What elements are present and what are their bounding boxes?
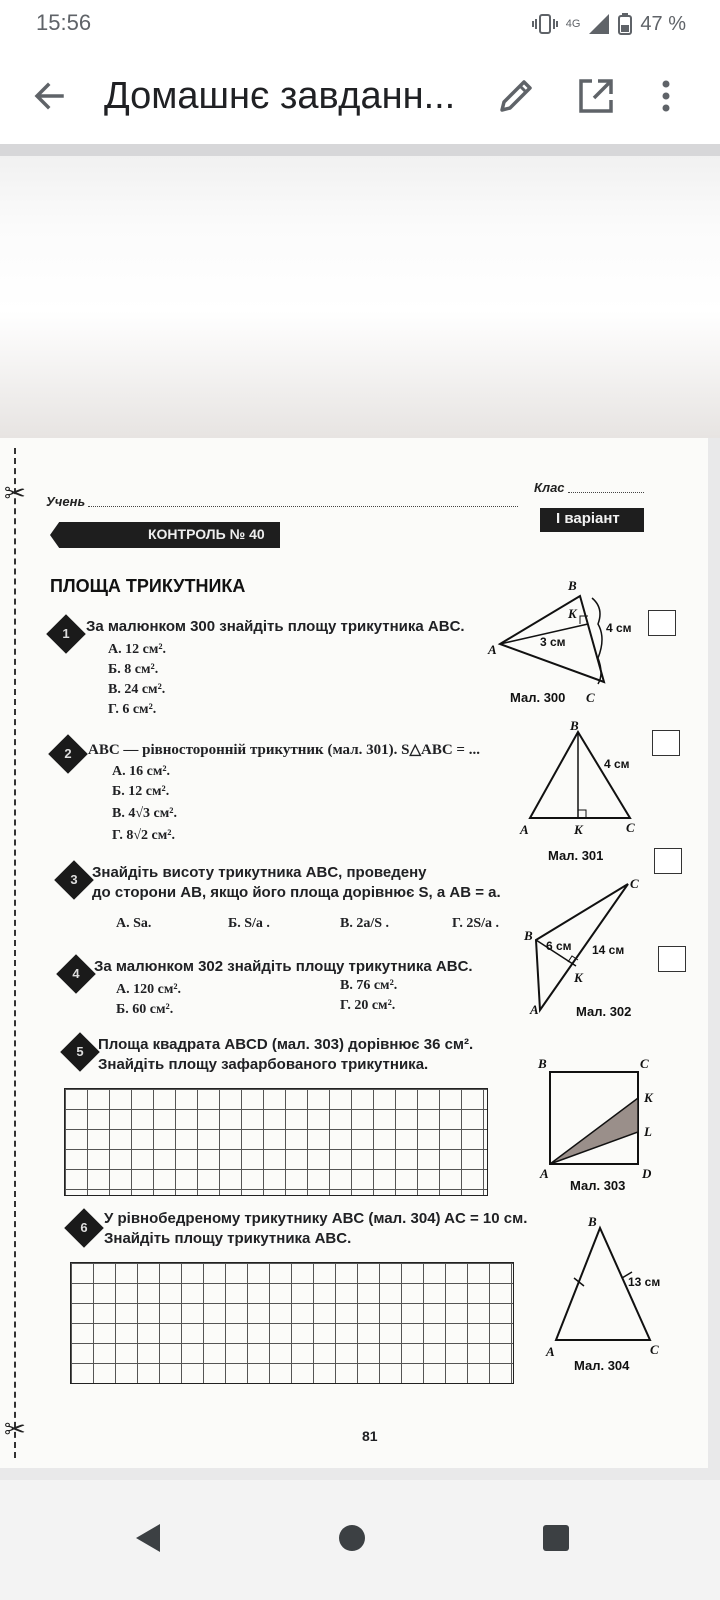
q3-option-c: В. 2a/S . bbox=[340, 916, 390, 931]
question-number-badge: 4 bbox=[56, 954, 96, 994]
q3-option-a: А. Sa. bbox=[116, 916, 152, 931]
answer-grid-6[interactable] bbox=[70, 1262, 514, 1384]
student-label: Учень bbox=[46, 494, 86, 509]
question-5-text-line1: Площа квадрата ABCD (мал. 303) дорівнює 36 см². bbox=[98, 1036, 474, 1053]
document-title: Домашнє завданн... bbox=[104, 75, 456, 117]
more-vert-icon[interactable] bbox=[650, 74, 682, 118]
question-4-text: За малюнком 302 знайдіть площу трикутника ABC. bbox=[94, 958, 473, 975]
figure-300-caption: Мал. 300 bbox=[510, 690, 566, 705]
answer-box-3[interactable] bbox=[654, 848, 682, 874]
viewer-edge bbox=[0, 144, 720, 156]
q2-option-d: Г. 8√2 см². bbox=[112, 828, 175, 843]
fig302-label-c: C bbox=[630, 876, 639, 891]
question-2-text: ABC — рівносторонній трикутник (мал. 301). S△ABC = ... bbox=[88, 742, 480, 758]
answer-box-2[interactable] bbox=[652, 730, 680, 756]
figure-304-caption: Мал. 304 bbox=[574, 1358, 630, 1373]
question-5-text-line2: Знайдіть площу зафарбованого трикутника. bbox=[98, 1056, 429, 1073]
variant-label: I варіант bbox=[556, 510, 620, 527]
vibrate-icon bbox=[532, 13, 558, 35]
class-label: Клас bbox=[534, 480, 565, 495]
fig301-label-a: A bbox=[520, 822, 529, 837]
figure-302 bbox=[520, 878, 650, 1018]
fig304-label-a: A bbox=[546, 1344, 555, 1359]
q3-option-d: Г. 2S/a . bbox=[452, 916, 500, 931]
status-bar bbox=[0, 0, 720, 48]
document-viewer[interactable] bbox=[0, 144, 720, 1480]
worksheet-page bbox=[0, 438, 708, 1468]
fig302-label-k: K bbox=[574, 970, 583, 985]
q1-option-c: В. 24 см². bbox=[108, 682, 166, 697]
fig301-label-b: B bbox=[570, 718, 579, 733]
question-6-text-line1: У рівнобедреному трикутнику ABC (мал. 304) AC = 10 см. bbox=[104, 1210, 528, 1227]
fig300-dim-3cm: 3 см bbox=[540, 635, 566, 649]
photo-background bbox=[0, 156, 720, 438]
q2-option-c: В. 4√3 см². bbox=[112, 806, 177, 821]
fig302-label-a: A bbox=[530, 1002, 539, 1017]
question-number-badge: 6 bbox=[64, 1208, 104, 1248]
figure-300 bbox=[480, 578, 640, 705]
q1-option-a: А. 12 см². bbox=[108, 642, 167, 657]
figure-302-caption: Мал. 302 bbox=[576, 1004, 632, 1019]
nav-home-icon[interactable] bbox=[324, 1510, 380, 1566]
fig303-label-c: C bbox=[640, 1056, 649, 1071]
fig302-dim-6cm: 6 см bbox=[546, 939, 572, 953]
network-type: 4G bbox=[565, 17, 581, 30]
question-6-text-line2: Знайдіть площу трикутника ABC. bbox=[104, 1230, 352, 1247]
fig300-dim-4cm: 4 см bbox=[606, 621, 632, 635]
fig304-label-b: B bbox=[588, 1214, 597, 1229]
figure-303 bbox=[536, 1056, 666, 1181]
answer-box-1[interactable] bbox=[648, 610, 676, 636]
fig300-label-b: B bbox=[568, 578, 577, 593]
q2-option-a: А. 16 см². bbox=[112, 764, 171, 779]
fig300-label-a: A bbox=[488, 642, 497, 657]
q3-option-b: Б. S/a . bbox=[228, 916, 270, 931]
topic-title: ПЛОЩА ТРИКУТНИКА bbox=[50, 576, 246, 596]
status-icons bbox=[532, 10, 686, 38]
question-3-text-line1: Знайдіть висоту трикутника ABC, проведену bbox=[92, 864, 427, 881]
cut-line bbox=[14, 448, 16, 1458]
question-number-badge: 2 bbox=[48, 734, 88, 774]
fig301-label-k: K bbox=[574, 822, 583, 837]
question-1-text: За малюнком 300 знайдіть площу трикутника ABC. bbox=[86, 618, 465, 635]
back-arrow-icon[interactable] bbox=[26, 72, 74, 120]
q1-option-d: Г. 6 см². bbox=[108, 702, 157, 717]
student-line bbox=[88, 506, 518, 507]
fig302-dim-14cm: 14 см bbox=[592, 943, 625, 957]
figure-304 bbox=[544, 1214, 684, 1359]
scissors-icon: ✂ bbox=[4, 478, 26, 508]
signal-icon bbox=[588, 13, 610, 35]
answer-box-4[interactable] bbox=[658, 946, 686, 972]
fig302-label-b: B bbox=[524, 928, 533, 943]
question-number-badge: 3 bbox=[54, 860, 94, 900]
fig301-dim: 4 см bbox=[604, 757, 630, 771]
q4-option-b: Б. 60 см². bbox=[116, 1002, 174, 1017]
question-number-badge: 5 bbox=[60, 1032, 100, 1072]
open-external-icon[interactable] bbox=[574, 74, 618, 118]
page-number: 81 bbox=[362, 1428, 378, 1444]
app-bar bbox=[0, 48, 720, 144]
q2-option-b: Б. 12 см². bbox=[112, 784, 170, 799]
status-time: 15:56 bbox=[36, 10, 92, 35]
fig300-label-c: C bbox=[586, 690, 595, 705]
fig303-label-b: B bbox=[538, 1056, 547, 1071]
navigation-bar bbox=[0, 1480, 720, 1600]
q1-option-b: Б. 8 см². bbox=[108, 662, 159, 677]
answer-grid-5[interactable] bbox=[64, 1088, 488, 1196]
fig303-label-k: K bbox=[644, 1090, 653, 1105]
battery-icon bbox=[618, 13, 632, 35]
figure-301-caption: Мал. 301 bbox=[548, 848, 604, 863]
question-3-text-line2: до сторони AB, якщо його площа дорівнює S, а AB = a. bbox=[92, 884, 501, 901]
nav-back-icon[interactable] bbox=[120, 1510, 176, 1566]
figure-303-caption: Мал. 303 bbox=[570, 1178, 626, 1193]
pencil-icon[interactable] bbox=[496, 74, 536, 118]
fig301-label-c: C bbox=[626, 820, 635, 835]
fig304-label-c: C bbox=[650, 1342, 659, 1357]
battery-level: 47 % bbox=[640, 12, 686, 35]
scissors-icon: ✂ bbox=[4, 1414, 26, 1444]
fig303-label-l: L bbox=[644, 1124, 652, 1139]
q4-option-a: А. 120 см². bbox=[116, 982, 182, 997]
question-number-badge: 1 bbox=[46, 614, 86, 654]
fig300-label-k: K bbox=[568, 606, 577, 621]
nav-recents-icon[interactable] bbox=[528, 1510, 584, 1566]
q4-option-d: Г. 20 см². bbox=[340, 998, 396, 1013]
control-title: КОНТРОЛЬ № 40 bbox=[148, 526, 265, 542]
q4-option-c: В. 76 см². bbox=[340, 978, 398, 993]
fig303-label-a: A bbox=[540, 1166, 549, 1181]
fig303-label-d: D bbox=[642, 1166, 652, 1181]
class-line bbox=[568, 492, 644, 493]
figure-301 bbox=[518, 718, 648, 837]
fig304-dim: 13 см bbox=[628, 1275, 661, 1289]
